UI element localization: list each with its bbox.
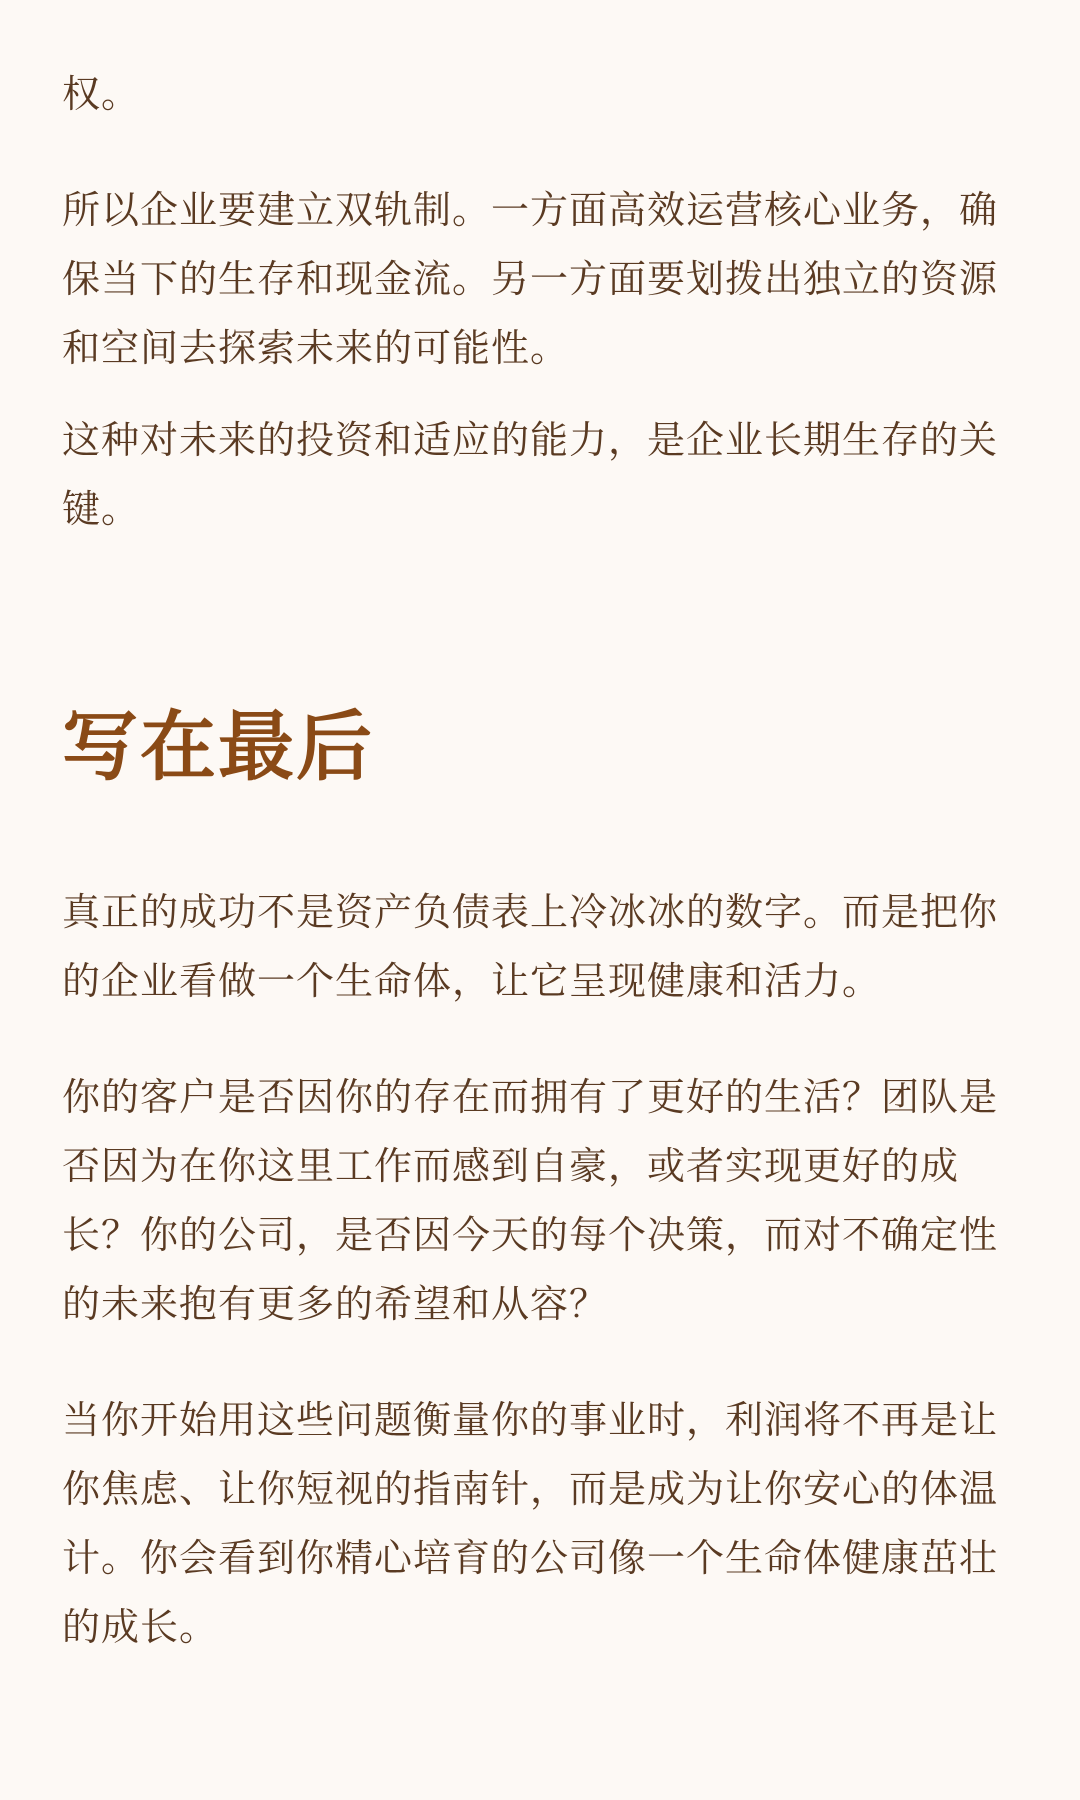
paragraph-adaptability: 这种对未来的投资和适应的能力，是企业长期生存的关键。	[62, 418, 999, 531]
section-heading: 写在最后	[62, 702, 374, 791]
paragraph-dual-track: 所以企业要建立双轨制。一方面高效运营核心业务，确保当下的生存和现金流。另一方面要划拨出独立的资源和空间去探索未来的可能性。	[62, 188, 999, 370]
paragraph-continuation: 权。	[62, 72, 141, 116]
paragraph-questions: 你的客户是否因你的存在而拥有了更好的生活？团队是否因为在你这里工作而感到自豪，或者实现更好的成长？你的公司，是否因今天的每个决策，而对不确定性的未来抱有更多的希望和从容？	[62, 1075, 999, 1326]
paragraph-true-success: 真正的成功不是资产负债表上冷冰冰的数字。而是把你的企业看做一个生命体，让它呈现健康和活力。	[62, 890, 999, 1003]
paragraph-conclusion: 当你开始用这些问题衡量你的事业时，利润将不再是让你焦虑、让你短视的指南针，而是成为让你安心的体温计。你会看到你精心培育的公司像一个生命体健康茁壮的成长。	[62, 1398, 999, 1649]
